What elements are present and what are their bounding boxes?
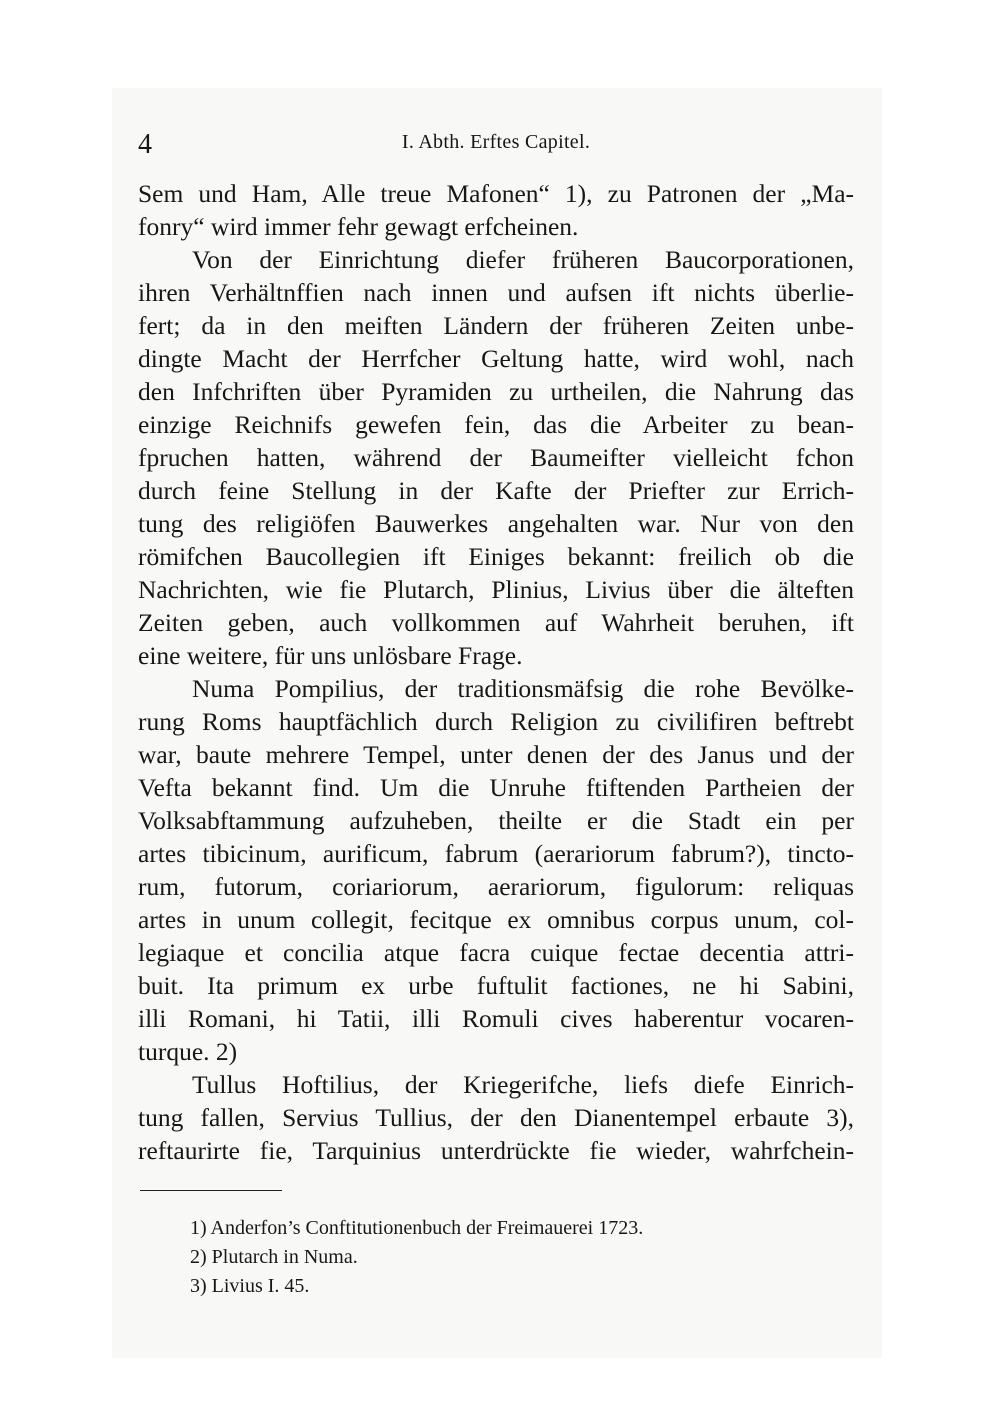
text-line: turque. 2) — [138, 1037, 238, 1066]
text-line: ihren Verhältnffien nach innen und aufsen ift nichts überlie- — [138, 278, 854, 307]
text-line: tung des religiöfen Bauwerkes angehalten war. Nur von den — [138, 509, 854, 538]
text-line: durch feine Stellung in der Kafte der Priefter zur Errich- — [138, 476, 854, 505]
paragraph-1 — [138, 177, 854, 243]
text-line: fonry“ wird immer fehr gewagt erfcheinen. — [138, 212, 579, 241]
paragraph-3 — [138, 672, 854, 1068]
text-line: war, baute mehrere Tempel, unter denen der des Janus und der — [138, 740, 854, 769]
paragraph-4 — [138, 1068, 854, 1167]
text-line: Tullus Hoftilius, der Kriegerifche, liefs diefe Einrich- — [192, 1070, 854, 1099]
text-line: Zeiten geben, auch vollkommen auf Wahrheit beruhen, ift — [138, 608, 854, 637]
text-line: rung Roms hauptfächlich durch Religion zu civilifiren beftrebt — [138, 707, 854, 736]
text-line: fert; da in den meiften Ländern der früheren Zeiten unbe- — [138, 311, 854, 340]
paragraph-2 — [138, 243, 854, 672]
text-line: einzige Reichnifs gewefen fein, das die Arbeiter zu bean- — [138, 410, 854, 439]
text-line: reftaurirte fie, Tarquinius unterdrückte fie wieder, wahrfchein- — [138, 1136, 854, 1165]
text-line: eine weitere, für uns unlösbare Frage. — [138, 641, 523, 670]
text-line: rum, futorum, coriariorum, aerariorum, figulorum: reliquas — [138, 872, 854, 901]
text-line: Nachrichten, wie fie Plutarch, Plinius, Livius über die älteften — [138, 575, 854, 604]
text-line: tung fallen, Servius Tullius, der den Dianentempel erbaute 3), — [138, 1103, 854, 1132]
footnote-divider — [140, 1190, 282, 1191]
text-line: Sem und Ham, Alle treue Mafonen“ 1), zu Patronen der „Ma- — [138, 179, 854, 208]
text-line: fpruchen hatten, während der Baumeifter vielleicht fchon — [138, 443, 854, 472]
footnote-2: 2) Plutarch in Numa. — [190, 1246, 358, 1268]
text-line: artes in unum collegit, fecitque ex omnibus corpus unum, col- — [138, 905, 854, 934]
footnotes — [190, 1214, 830, 1301]
text-line: Von der Einrichtung diefer früheren Baucorporationen, — [192, 245, 854, 274]
body-text — [138, 177, 854, 1167]
text-line: artes tibicinum, aurificum, fabrum (aerariorum fabrum?), tincto- — [138, 839, 854, 868]
page-number: 4 — [138, 129, 152, 160]
footnote-3: 3) Livius I. 45. — [190, 1275, 310, 1297]
text-line: buit. Ita primum ex urbe fuftulit factiones, ne hi Sabini, — [138, 971, 854, 1000]
text-line: legiaque et concilia atque facra cuique fectae decentia attri- — [138, 938, 854, 967]
text-line: römifchen Baucollegien ift Einiges bekannt: freilich ob die — [138, 542, 854, 571]
text-line: illi Romani, hi Tatii, illi Romuli cives haberentur vocaren- — [138, 1004, 854, 1033]
running-head: I. Abth. Erftes Capitel. — [401, 131, 591, 153]
text-line: dingte Macht der Herrfcher Geltung hatte, wird wohl, nach — [138, 344, 854, 373]
text-line: Volksabftammung aufzuheben, theilte er die Stadt ein per — [138, 806, 854, 835]
footnote-1: 1) Anderfon’s Conftitutionenbuch der Freimauerei 1723. — [190, 1217, 644, 1239]
text-line: Vefta bekannt find. Um die Unruhe ftiftenden Partheien der — [138, 773, 854, 802]
text-line: Numa Pompilius, der traditionsmäfsig die rohe Bevölke- — [192, 674, 854, 703]
text-line: den Infchriften über Pyramiden zu urtheilen, die Nahrung das — [138, 377, 854, 406]
page-header — [138, 124, 854, 164]
